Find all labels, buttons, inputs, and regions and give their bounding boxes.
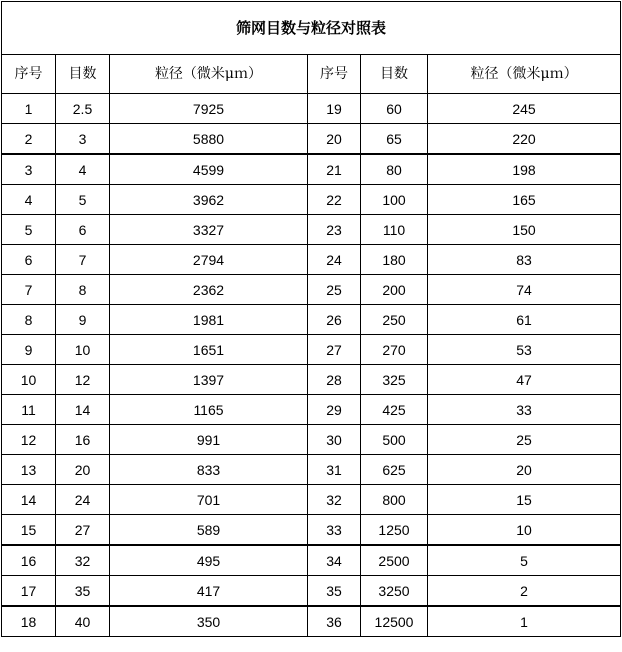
cell-index-right: 23 (308, 215, 361, 245)
cell-size-right: 1 (428, 606, 621, 637)
cell-mesh-left: 10 (56, 335, 110, 365)
header-size-left: 粒径（微米μｍ） (110, 55, 308, 94)
cell-size-left: 350 (110, 606, 308, 637)
cell-mesh-right: 625 (361, 455, 428, 485)
cell-size-right: 165 (428, 185, 621, 215)
cell-index-right: 32 (308, 485, 361, 515)
cell-index-left: 8 (2, 305, 56, 335)
cell-size-left: 7925 (110, 94, 308, 124)
table-row (2, 94, 621, 124)
cell-size-right: 74 (428, 275, 621, 305)
table-row (2, 215, 621, 245)
cell-size-left: 2362 (110, 275, 308, 305)
cell-index-left: 10 (2, 365, 56, 395)
cell-mesh-left: 8 (56, 275, 110, 305)
cell-size-left: 4599 (110, 154, 308, 185)
cell-size-left: 991 (110, 425, 308, 455)
cell-size-right: 2 (428, 576, 621, 607)
table-row (2, 455, 621, 485)
cell-index-left: 2 (2, 124, 56, 155)
cell-index-left: 15 (2, 515, 56, 546)
cell-mesh-left: 12 (56, 365, 110, 395)
cell-index-right: 26 (308, 305, 361, 335)
cell-size-right: 53 (428, 335, 621, 365)
cell-index-left: 7 (2, 275, 56, 305)
table-row (2, 576, 621, 607)
cell-size-left: 2794 (110, 245, 308, 275)
cell-mesh-left: 14 (56, 395, 110, 425)
table-row (2, 335, 621, 365)
cell-size-left: 417 (110, 576, 308, 607)
cell-size-left: 701 (110, 485, 308, 515)
header-size-right: 粒径（微米μｍ） (428, 55, 621, 94)
cell-mesh-right: 800 (361, 485, 428, 515)
cell-size-right: 198 (428, 154, 621, 185)
cell-mesh-left: 2.5 (56, 94, 110, 124)
header-index-left: 序号 (2, 55, 56, 94)
cell-size-left: 1165 (110, 395, 308, 425)
cell-index-left: 11 (2, 395, 56, 425)
table-row (2, 305, 621, 335)
cell-index-right: 24 (308, 245, 361, 275)
cell-index-left: 16 (2, 545, 56, 576)
cell-mesh-right: 80 (361, 154, 428, 185)
mesh-size-table-sheet (1, 1, 621, 637)
cell-size-left: 3962 (110, 185, 308, 215)
cell-mesh-right: 325 (361, 365, 428, 395)
table-row (2, 485, 621, 515)
cell-mesh-left: 35 (56, 576, 110, 607)
cell-mesh-right: 100 (361, 185, 428, 215)
cell-size-right: 10 (428, 515, 621, 546)
cell-index-left: 5 (2, 215, 56, 245)
cell-mesh-left: 6 (56, 215, 110, 245)
cell-mesh-left: 20 (56, 455, 110, 485)
table-row (2, 124, 621, 155)
cell-size-right: 33 (428, 395, 621, 425)
cell-index-right: 31 (308, 455, 361, 485)
table-row (2, 185, 621, 215)
cell-index-left: 17 (2, 576, 56, 607)
cell-size-left: 1651 (110, 335, 308, 365)
cell-mesh-right: 110 (361, 215, 428, 245)
cell-index-right: 27 (308, 335, 361, 365)
cell-size-left: 495 (110, 545, 308, 576)
table-row (2, 425, 621, 455)
cell-index-left: 4 (2, 185, 56, 215)
cell-mesh-right: 3250 (361, 576, 428, 607)
cell-mesh-left: 32 (56, 545, 110, 576)
table-row (2, 245, 621, 275)
header-index-right: 序号 (308, 55, 361, 94)
cell-index-left: 13 (2, 455, 56, 485)
cell-size-left: 1981 (110, 305, 308, 335)
cell-mesh-right: 60 (361, 94, 428, 124)
cell-index-right: 22 (308, 185, 361, 215)
header-mesh-right: 目数 (361, 55, 428, 94)
cell-index-right: 36 (308, 606, 361, 637)
table-row (2, 395, 621, 425)
cell-size-left: 833 (110, 455, 308, 485)
cell-mesh-left: 5 (56, 185, 110, 215)
table-row (2, 154, 621, 185)
cell-index-right: 25 (308, 275, 361, 305)
cell-index-right: 30 (308, 425, 361, 455)
title-row (2, 2, 621, 55)
table-row (2, 606, 621, 637)
cell-mesh-right: 12500 (361, 606, 428, 637)
cell-index-left: 14 (2, 485, 56, 515)
table-row (2, 545, 621, 576)
cell-size-left: 3327 (110, 215, 308, 245)
cell-size-right: 150 (428, 215, 621, 245)
cell-mesh-right: 1250 (361, 515, 428, 546)
table-row (2, 515, 621, 546)
cell-index-right: 19 (308, 94, 361, 124)
header-mesh-left: 目数 (56, 55, 110, 94)
cell-mesh-right: 2500 (361, 545, 428, 576)
cell-mesh-right: 180 (361, 245, 428, 275)
cell-mesh-left: 16 (56, 425, 110, 455)
cell-size-right: 25 (428, 425, 621, 455)
table-row (2, 365, 621, 395)
cell-index-right: 33 (308, 515, 361, 546)
cell-size-left: 5880 (110, 124, 308, 155)
cell-size-right: 220 (428, 124, 621, 155)
cell-mesh-right: 200 (361, 275, 428, 305)
cell-size-right: 47 (428, 365, 621, 395)
header-row (2, 55, 621, 94)
cell-index-left: 6 (2, 245, 56, 275)
cell-index-right: 28 (308, 365, 361, 395)
cell-mesh-right: 250 (361, 305, 428, 335)
cell-size-right: 83 (428, 245, 621, 275)
cell-mesh-right: 270 (361, 335, 428, 365)
cell-mesh-right: 500 (361, 425, 428, 455)
cell-index-right: 34 (308, 545, 361, 576)
cell-size-right: 15 (428, 485, 621, 515)
cell-index-left: 1 (2, 94, 56, 124)
table-row (2, 275, 621, 305)
cell-index-left: 3 (2, 154, 56, 185)
cell-mesh-left: 9 (56, 305, 110, 335)
cell-mesh-left: 40 (56, 606, 110, 637)
cell-size-right: 245 (428, 94, 621, 124)
cell-index-right: 20 (308, 124, 361, 155)
cell-size-right: 5 (428, 545, 621, 576)
cell-size-right: 61 (428, 305, 621, 335)
cell-mesh-left: 7 (56, 245, 110, 275)
table-title: 筛网目数与粒径对照表 (2, 2, 621, 55)
cell-mesh-left: 27 (56, 515, 110, 546)
cell-mesh-left: 3 (56, 124, 110, 155)
cell-mesh-right: 425 (361, 395, 428, 425)
cell-index-right: 35 (308, 576, 361, 607)
mesh-size-table (1, 1, 621, 637)
cell-index-right: 21 (308, 154, 361, 185)
cell-index-left: 18 (2, 606, 56, 637)
cell-size-right: 20 (428, 455, 621, 485)
cell-mesh-left: 24 (56, 485, 110, 515)
cell-size-left: 1397 (110, 365, 308, 395)
cell-index-left: 9 (2, 335, 56, 365)
cell-index-left: 12 (2, 425, 56, 455)
cell-index-right: 29 (308, 395, 361, 425)
cell-mesh-left: 4 (56, 154, 110, 185)
cell-mesh-right: 65 (361, 124, 428, 155)
cell-size-left: 589 (110, 515, 308, 546)
